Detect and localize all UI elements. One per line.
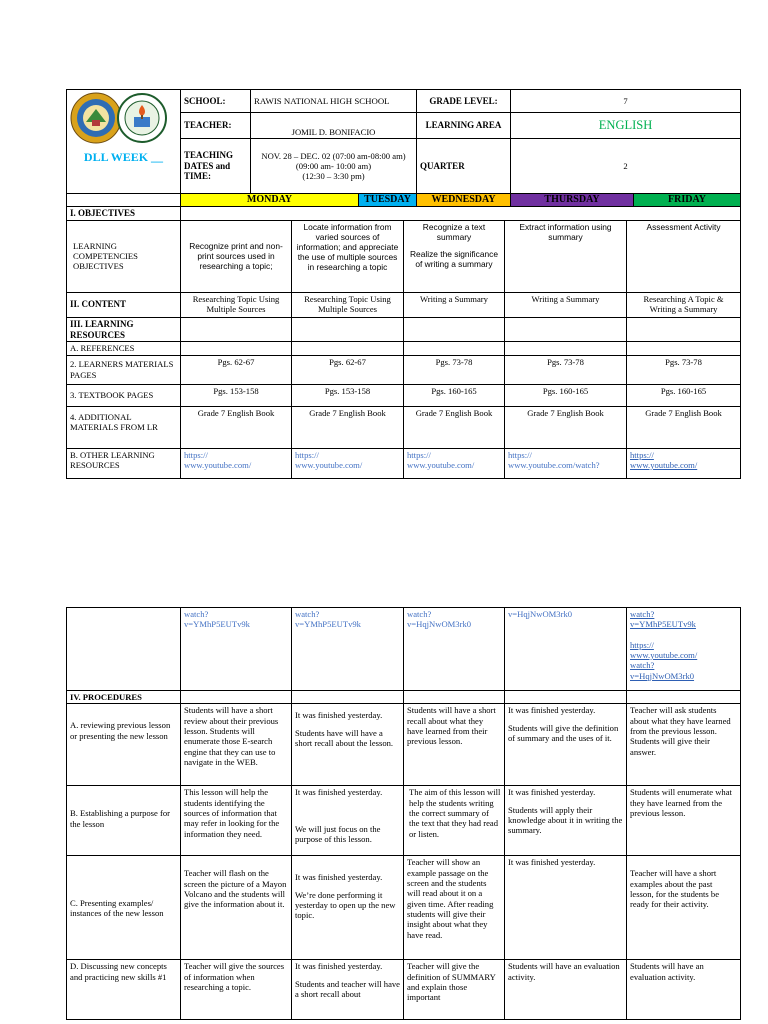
learners-thursday: Pgs. 73-78 bbox=[505, 355, 627, 384]
learners-wednesday: Pgs. 73-78 bbox=[404, 355, 505, 384]
procedure-b-wednesday: The aim of this lesson will help the students writing the correct summary of the text that they had read or listen. bbox=[404, 786, 505, 856]
dates-label: TEACHING DATES and TIME: bbox=[181, 139, 251, 194]
area-label: LEARNING AREA bbox=[417, 113, 511, 139]
procedure-c-friday: Teacher will have a short examples about the past lesson, for the students be ready for their activity. bbox=[627, 856, 741, 960]
procedure-b-tuesday-1: It was finished yesterday. bbox=[295, 787, 383, 798]
textbook-tuesday: Pgs. 153-158 bbox=[292, 384, 404, 406]
procedure-a-monday: Students will have a short review about their previous lesson. Students will enumerate those E-search engine that they can use to navigate in the WEB. bbox=[181, 704, 292, 786]
procedures-empty-mon bbox=[181, 691, 292, 704]
procedure-b-thursday bbox=[505, 786, 627, 856]
additional-tuesday: Grade 7 English Book bbox=[292, 406, 404, 448]
page2-link-friday-line1[interactable]: watch? bbox=[630, 609, 655, 619]
page2-link-tuesday[interactable] bbox=[292, 608, 404, 691]
other-link-thursday-line1[interactable]: https:// bbox=[508, 449, 532, 460]
procedure-a-friday: Teacher will ask students about what they have learned from the previous lesson. Students will give their answer. bbox=[627, 704, 741, 786]
day-monday: MONDAY bbox=[181, 194, 359, 207]
dll-page-2 bbox=[66, 607, 740, 1020]
objectives-heading: I. OBJECTIVES bbox=[67, 207, 181, 221]
procedure-d-tuesday bbox=[292, 960, 404, 1020]
procedures-empty-thu bbox=[505, 691, 627, 704]
page2-link-monday-line1[interactable]: watch? bbox=[184, 609, 209, 619]
procedures-empty-tue bbox=[292, 691, 404, 704]
textbook-wednesday: Pgs. 160-165 bbox=[404, 384, 505, 406]
procedure-d-tuesday-1: It was finished yesterday. bbox=[295, 961, 383, 972]
grade-value: 7 bbox=[511, 90, 741, 113]
objective-tuesday: Locate information from varied sources of information; and appreciate the use of multiple sources in researching a topic bbox=[292, 220, 404, 292]
page2-link-friday-line2[interactable]: v=YMhP5EUTv9k bbox=[630, 619, 696, 630]
references-label: A. REFERENCES bbox=[67, 342, 181, 355]
content-label: II. CONTENT bbox=[67, 292, 181, 317]
additional-friday: Grade 7 English Book bbox=[627, 406, 741, 448]
procedure-d-wednesday: Teacher will give the definition of SUMMARY and explain those important bbox=[404, 960, 505, 1020]
learners-label: 2. LEARNERS MATERIALS PAGES bbox=[67, 355, 181, 384]
references-empty-fri bbox=[627, 342, 741, 355]
quarter-value: 2 bbox=[511, 139, 741, 194]
procedure-a-tuesday-1: It was finished yesterday. bbox=[295, 710, 383, 721]
procedure-a-label: A. reviewing previous lesson or presenting the new lesson bbox=[67, 704, 181, 786]
additional-monday: Grade 7 English Book bbox=[181, 406, 292, 448]
page2-link-thursday[interactable] bbox=[505, 608, 627, 691]
additional-wednesday: Grade 7 English Book bbox=[404, 406, 505, 448]
procedure-b-thursday-2: Students will apply their knowledge about it in writing the summary. bbox=[508, 804, 623, 836]
objective-thursday: Extract information using summary bbox=[505, 220, 627, 292]
textbook-thursday: Pgs. 160-165 bbox=[505, 384, 627, 406]
page2-link-wednesday[interactable] bbox=[404, 608, 505, 691]
dates-line-2: (09:00 am- 10:00 am) bbox=[295, 160, 372, 171]
references-empty-thu bbox=[505, 342, 627, 355]
resources-empty-thu bbox=[505, 317, 627, 342]
city-division-seal-icon bbox=[70, 92, 122, 144]
page2-link-friday-line6[interactable]: v=HqjNwOM3rk0 bbox=[630, 670, 695, 681]
resources-empty-tue bbox=[292, 317, 404, 342]
procedures-empty-fri bbox=[627, 691, 741, 704]
procedure-d-tuesday-2: Students and teacher will have a short recall about bbox=[295, 978, 401, 999]
procedure-a-tuesday bbox=[292, 704, 404, 786]
procedure-c-label: C. Presenting examples/ instances of the new lesson bbox=[67, 856, 181, 960]
procedure-a-tuesday-2: Students have will have a short recall about the lesson. bbox=[295, 727, 394, 748]
page2-link-friday-line3[interactable]: https:// bbox=[630, 639, 654, 650]
other-link-friday[interactable] bbox=[627, 448, 741, 478]
textbook-friday: Pgs. 160-165 bbox=[627, 384, 741, 406]
references-empty-tue bbox=[292, 342, 404, 355]
dll-table-1-body bbox=[66, 206, 741, 479]
procedure-d-thursday: Students will have an evaluation activity. bbox=[505, 960, 627, 1020]
page2-link-wednesday-line1[interactable]: watch? bbox=[407, 609, 432, 619]
resources-heading: III. LEARNING RESOURCES bbox=[67, 317, 181, 342]
teacher-value: JOMIL D. BONIFACIO bbox=[251, 113, 417, 139]
other-link-tuesday-line2[interactable]: www.youtube.com/ bbox=[295, 460, 363, 471]
objective-friday: Assessment Activity bbox=[627, 220, 741, 292]
other-link-friday-line1[interactable]: https:// bbox=[630, 449, 654, 460]
other-link-tuesday-line1[interactable]: https:// bbox=[295, 449, 319, 460]
other-resources-label: B. OTHER LEARNING RESOURCES bbox=[67, 448, 181, 478]
procedure-b-monday: This lesson will help the students identifying the sources of information that may refer in looking for the information they need. bbox=[181, 786, 292, 856]
dates-line-3: (12:30 – 3:30 pm) bbox=[302, 171, 365, 182]
page2-link-friday[interactable] bbox=[627, 608, 741, 691]
days-corner-cell bbox=[67, 194, 181, 207]
textbook-monday: Pgs. 153-158 bbox=[181, 384, 292, 406]
dates-value bbox=[251, 139, 417, 194]
content-thursday: Writing a Summary bbox=[505, 292, 627, 317]
other-link-monday[interactable] bbox=[181, 448, 292, 478]
procedure-b-tuesday bbox=[292, 786, 404, 856]
procedures-empty-wed bbox=[404, 691, 505, 704]
additional-label: 4. ADDITIONAL MATERIALS FROM LR bbox=[67, 406, 181, 448]
objective-wednesday bbox=[404, 220, 505, 292]
dll-table-1 bbox=[66, 89, 741, 207]
teacher-label: TEACHER: bbox=[181, 113, 251, 139]
resources-empty-fri bbox=[627, 317, 741, 342]
procedure-b-thursday-1: It was finished yesterday. bbox=[508, 787, 596, 798]
procedure-d-monday: Teacher will give the sources of information when researching a topic. bbox=[181, 960, 292, 1020]
procedure-c-thursday: It was finished yesterday. bbox=[505, 856, 627, 960]
page2-link-friday-line4[interactable]: www.youtube.com/ bbox=[630, 649, 698, 660]
learners-monday: Pgs. 62-67 bbox=[181, 355, 292, 384]
procedure-d-label: D. Discussing new concepts and practicing new skills #1 bbox=[67, 960, 181, 1020]
procedure-a-thursday-2: Students will give the definition of summary and the uses of it. bbox=[508, 722, 619, 743]
school-label: SCHOOL: bbox=[181, 90, 251, 113]
procedure-c-tuesday bbox=[292, 856, 404, 960]
area-value: ENGLISH bbox=[511, 113, 741, 139]
objectives-heading-fill bbox=[181, 207, 741, 221]
content-wednesday: Writing a Summary bbox=[404, 292, 505, 317]
learners-friday: Pgs. 73-78 bbox=[627, 355, 741, 384]
other-link-friday-line2[interactable]: www.youtube.com/ bbox=[630, 460, 698, 471]
procedures-heading: IV. PROCEDURES bbox=[67, 691, 181, 704]
learners-tuesday: Pgs. 62-67 bbox=[292, 355, 404, 384]
procedure-c-monday: Teacher will flash on the screen the picture of a Mayon Volcano and the students will give the information about it. bbox=[181, 856, 292, 960]
page2-link-tuesday-line2[interactable]: v=YMhP5EUTv9k bbox=[295, 619, 361, 630]
other-link-wednesday-line2[interactable]: www.youtube.com/ bbox=[407, 460, 475, 471]
other-link-wednesday-line1[interactable]: https:// bbox=[407, 449, 431, 460]
quarter-label: QUARTER bbox=[417, 139, 511, 194]
dll-page-1 bbox=[66, 89, 740, 479]
procedure-c-tuesday-2: We’re done performing it yesterday to open up the new topic. bbox=[295, 889, 396, 921]
procedure-a-wednesday: Students will have a short recall about what they have learned from their previous lesson. bbox=[404, 704, 505, 786]
day-friday: FRIDAY bbox=[634, 194, 741, 207]
references-empty-mon bbox=[181, 342, 292, 355]
page2-link-monday-line2[interactable]: v=YMhP5EUTv9k bbox=[184, 619, 250, 630]
procedure-a-thursday bbox=[505, 704, 627, 786]
other-link-monday-line1[interactable]: https:// bbox=[184, 449, 208, 460]
dll-table-2 bbox=[66, 607, 741, 1020]
procedure-c-wednesday: Teacher will show an example passage on the screen and the students will read about it on a given time. After reading students will give their insight about what they have read. bbox=[404, 856, 505, 960]
objective-wednesday-2: Realize the significance of writing a summary bbox=[410, 248, 498, 270]
logo-cell bbox=[67, 90, 181, 194]
textbook-label: 3. TEXTBOOK PAGES bbox=[67, 384, 181, 406]
references-empty-wed bbox=[404, 342, 505, 355]
other-link-thursday-line2[interactable]: www.youtube.com/watch? bbox=[508, 460, 600, 471]
page2-link-friday-line5[interactable]: watch? bbox=[630, 660, 655, 671]
other-link-tuesday[interactable] bbox=[292, 448, 404, 478]
links-continued-label bbox=[67, 608, 181, 691]
procedure-b-friday: Students will enumerate what they have learned from the previous lesson. bbox=[627, 786, 741, 856]
resources-empty-wed bbox=[404, 317, 505, 342]
procedure-b-tuesday-2: We will just focus on the purpose of this lesson. bbox=[295, 823, 381, 844]
procedure-a-thursday-1: It was finished yesterday. bbox=[508, 705, 596, 716]
day-wednesday: WEDNESDAY bbox=[417, 194, 511, 207]
page2-link-thursday-line1[interactable]: v=HqjNwOM3rk0 bbox=[508, 609, 573, 619]
dll-week-label: DLL WEEK __ bbox=[83, 150, 164, 164]
other-link-thursday[interactable] bbox=[505, 448, 627, 478]
competencies-label: LEARNING COMPETENCIES OBJECTIVES bbox=[67, 220, 181, 292]
procedure-b-label: B. Establishing a purpose for the lesson bbox=[67, 786, 181, 856]
resources-empty-mon bbox=[181, 317, 292, 342]
objective-monday: Recognize print and non-print sources used in researching a topic; bbox=[181, 220, 292, 292]
other-link-wednesday[interactable] bbox=[404, 448, 505, 478]
content-friday: Researching A Topic & Writing a Summary bbox=[627, 292, 741, 317]
school-seal-icon bbox=[117, 93, 167, 143]
grade-label: GRADE LEVEL: bbox=[417, 90, 511, 113]
procedure-d-friday: Students will have an evaluation activity. bbox=[627, 960, 741, 1020]
other-link-monday-line2[interactable]: www.youtube.com/ bbox=[184, 460, 252, 471]
content-tuesday: Researching Topic Using Multiple Sources bbox=[292, 292, 404, 317]
procedure-c-tuesday-1: It was finished yesterday. bbox=[295, 872, 383, 883]
school-value: RAWIS NATIONAL HIGH SCHOOL bbox=[251, 90, 417, 113]
page2-link-tuesday-line1[interactable]: watch? bbox=[295, 609, 320, 619]
page2-link-wednesday-line2[interactable]: v=HqjNwOM3rk0 bbox=[407, 619, 472, 630]
day-thursday: THURSDAY bbox=[511, 194, 634, 207]
additional-thursday: Grade 7 English Book bbox=[505, 406, 627, 448]
objective-wednesday-1: Recognize a text summary bbox=[422, 221, 486, 242]
content-monday: Researching Topic Using Multiple Sources bbox=[181, 292, 292, 317]
page2-link-monday[interactable] bbox=[181, 608, 292, 691]
dates-line-1: NOV. 28 – DEC. 02 (07:00 am-08:00 am) bbox=[261, 150, 406, 161]
day-tuesday: TUESDAY bbox=[359, 194, 417, 207]
